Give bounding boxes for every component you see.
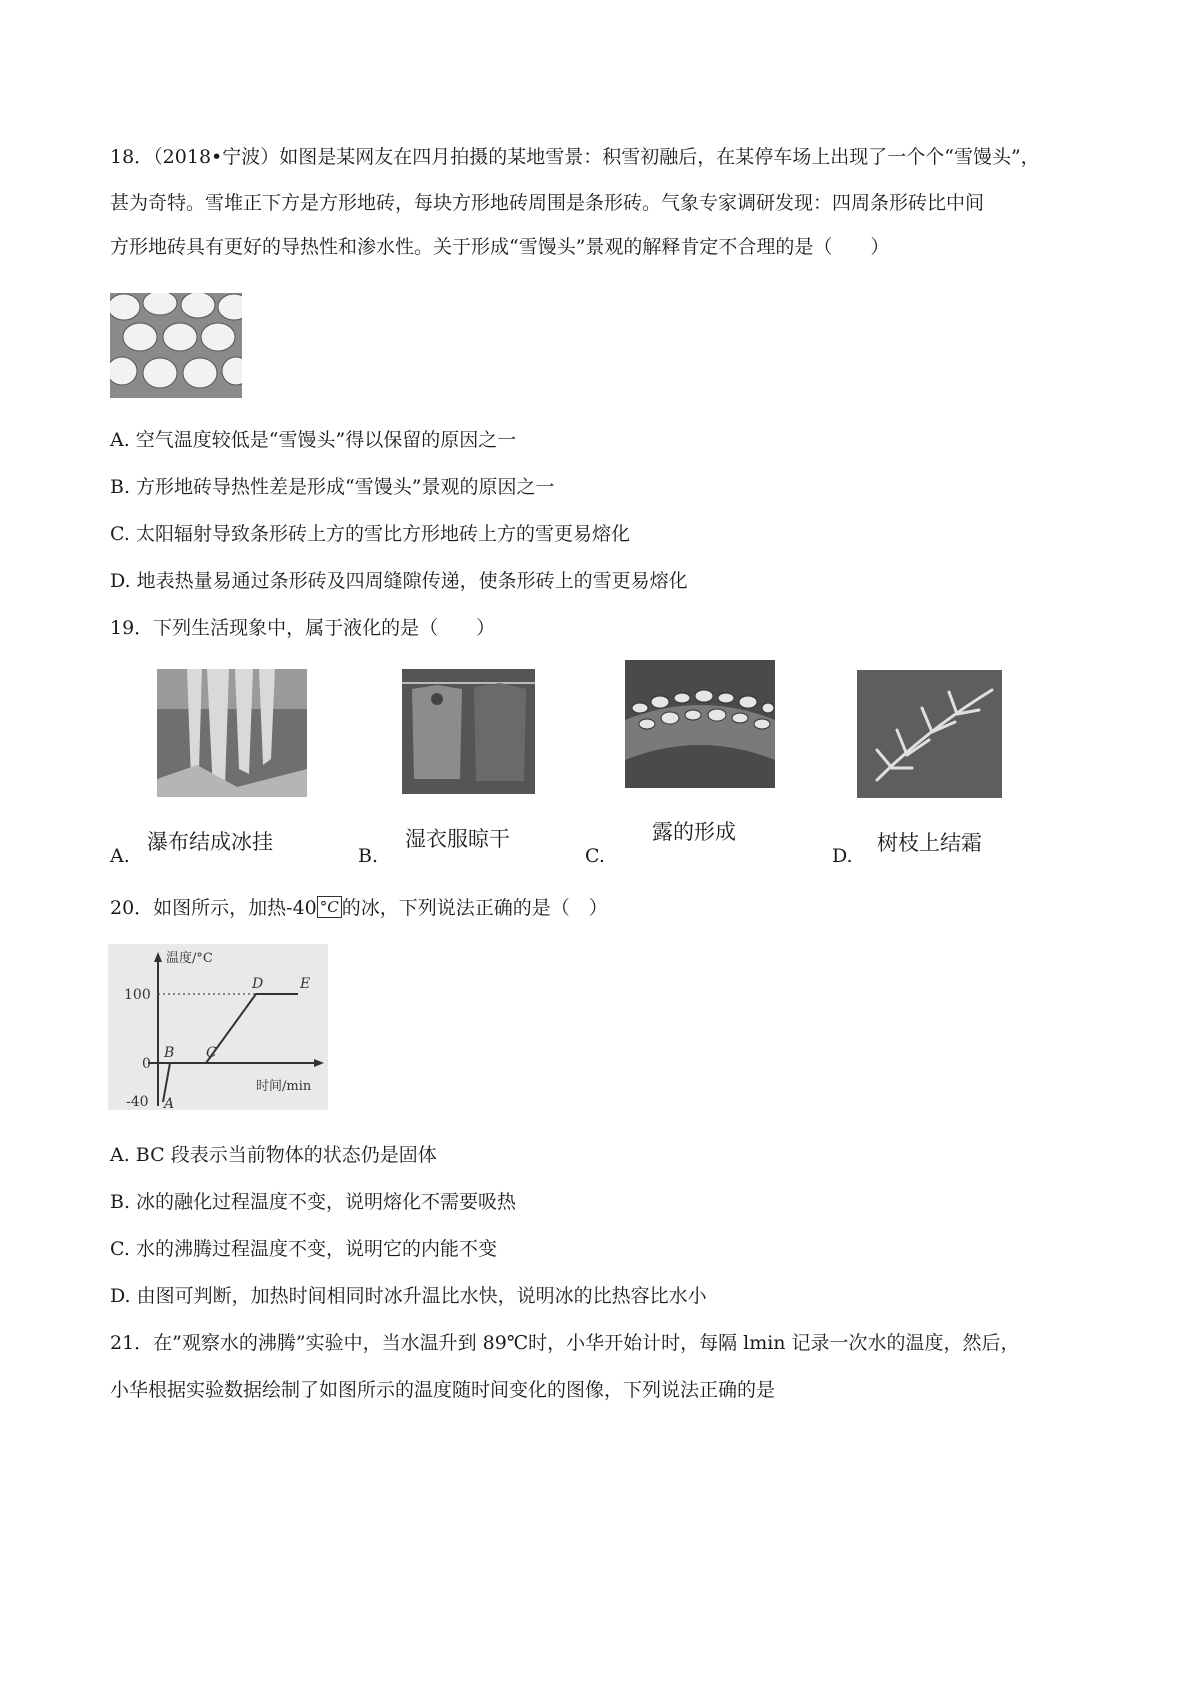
q20-stem-post: 的冰，下列说法正确的是（ ）	[341, 897, 608, 919]
q18-stem-line-3: 方形地砖具有更好的导热性和渗水性。关于形成“雪馒头”景观的解释肯定不合理的是（ ）	[110, 236, 890, 258]
frost-branch-photo	[857, 670, 1002, 798]
graph-point-e: E	[300, 976, 311, 992]
q20-option-d[interactable]: D. 由图可判断，加热时间相同时冰升温比水快，说明冰的比热容比水小	[110, 1285, 707, 1307]
q18-option-b[interactable]: B. 方形地砖导热性差是形成“雪馒头”景观的原因之一	[110, 476, 555, 498]
dew-drops-photo	[625, 660, 775, 788]
graph-point-a: A	[164, 1096, 175, 1110]
q20-stem	[110, 893, 608, 920]
q19-caption-d: 树枝上结霜	[877, 831, 982, 855]
x-axis-arrow-icon	[314, 1059, 324, 1067]
q20-option-c[interactable]: C. 水的沸腾过程温度不变，说明它的内能不变	[110, 1238, 497, 1260]
graph-point-b: B	[164, 1045, 175, 1061]
graph-tick-100: 100	[124, 987, 151, 1003]
q19-letter-c[interactable]: C.	[585, 845, 605, 867]
graph-tick-neg40: -40	[126, 1094, 149, 1110]
q19-caption-b: 湿衣服晾干	[405, 827, 510, 851]
ice-heating-graph	[108, 944, 328, 1110]
q18-option-c[interactable]: C. 太阳辐射导致条形砖上方的雪比方形地砖上方的雪更易熔化	[110, 523, 630, 545]
graph-xlabel: 时间/min	[256, 1079, 312, 1094]
q19-caption-c: 露的形成	[652, 820, 736, 844]
q21-stem-line-1: 21．在”观察水的沸腾”实验中，当水温升到 89℃时，小华开始计时，每隔 lmin 记录一次水的温度，然后，	[110, 1332, 1020, 1354]
q19-caption-a: 瀑布结成冰挂	[147, 830, 273, 854]
graph-point-c: C	[206, 1045, 217, 1061]
y-axis-arrow-icon	[154, 952, 162, 962]
q20-option-b[interactable]: B. 冰的融化过程温度不变，说明熔化不需要吸热	[110, 1191, 517, 1213]
q21-stem-line-2: 小华根据实验数据绘制了如图所示的温度随时间变化的图像，下列说法正确的是	[110, 1379, 776, 1401]
q18-option-a[interactable]: A. 空气温度较低是“雪馒头”得以保留的原因之一	[110, 429, 517, 451]
q19-letter-a[interactable]: A.	[110, 845, 130, 867]
drying-clothes-photo	[402, 669, 535, 794]
q20-option-a[interactable]: A. BC 段表示当前物体的状态仍是固体	[110, 1144, 437, 1166]
graph-tick-0: 0	[142, 1056, 151, 1072]
q19-letter-d[interactable]: D.	[832, 845, 853, 867]
q18-stem-line-1: 18．（2018•宁波）如图是某网友在四月拍摄的某地雪景：积雪初融后，在某停车场上出现了一个个“雪馒头”，	[110, 146, 1040, 168]
q20-stem-pre: 20．如图所示，加热-40	[110, 897, 317, 919]
q19-letter-b[interactable]: B.	[358, 845, 379, 867]
q19-stem: 19．下列生活现象中，属于液化的是（ ）	[110, 617, 496, 639]
graph-point-d: D	[252, 976, 264, 992]
snow-buns-photo	[110, 293, 242, 398]
q18-option-d[interactable]: D. 地表热量易通过条形砖及四周缝隙传递，使条形砖上的雪更易熔化	[110, 570, 688, 592]
graph-ylabel: 温度/°C	[166, 951, 213, 966]
q18-stem-line-2: 甚为奇特。雪堆正下方是方形地砖，每块方形地砖周围是条形砖。气象专家调研发现：四周条形砖比中间	[110, 192, 985, 214]
celsius-symbol-box: °C	[317, 896, 342, 918]
frozen-waterfall-photo	[157, 669, 307, 797]
